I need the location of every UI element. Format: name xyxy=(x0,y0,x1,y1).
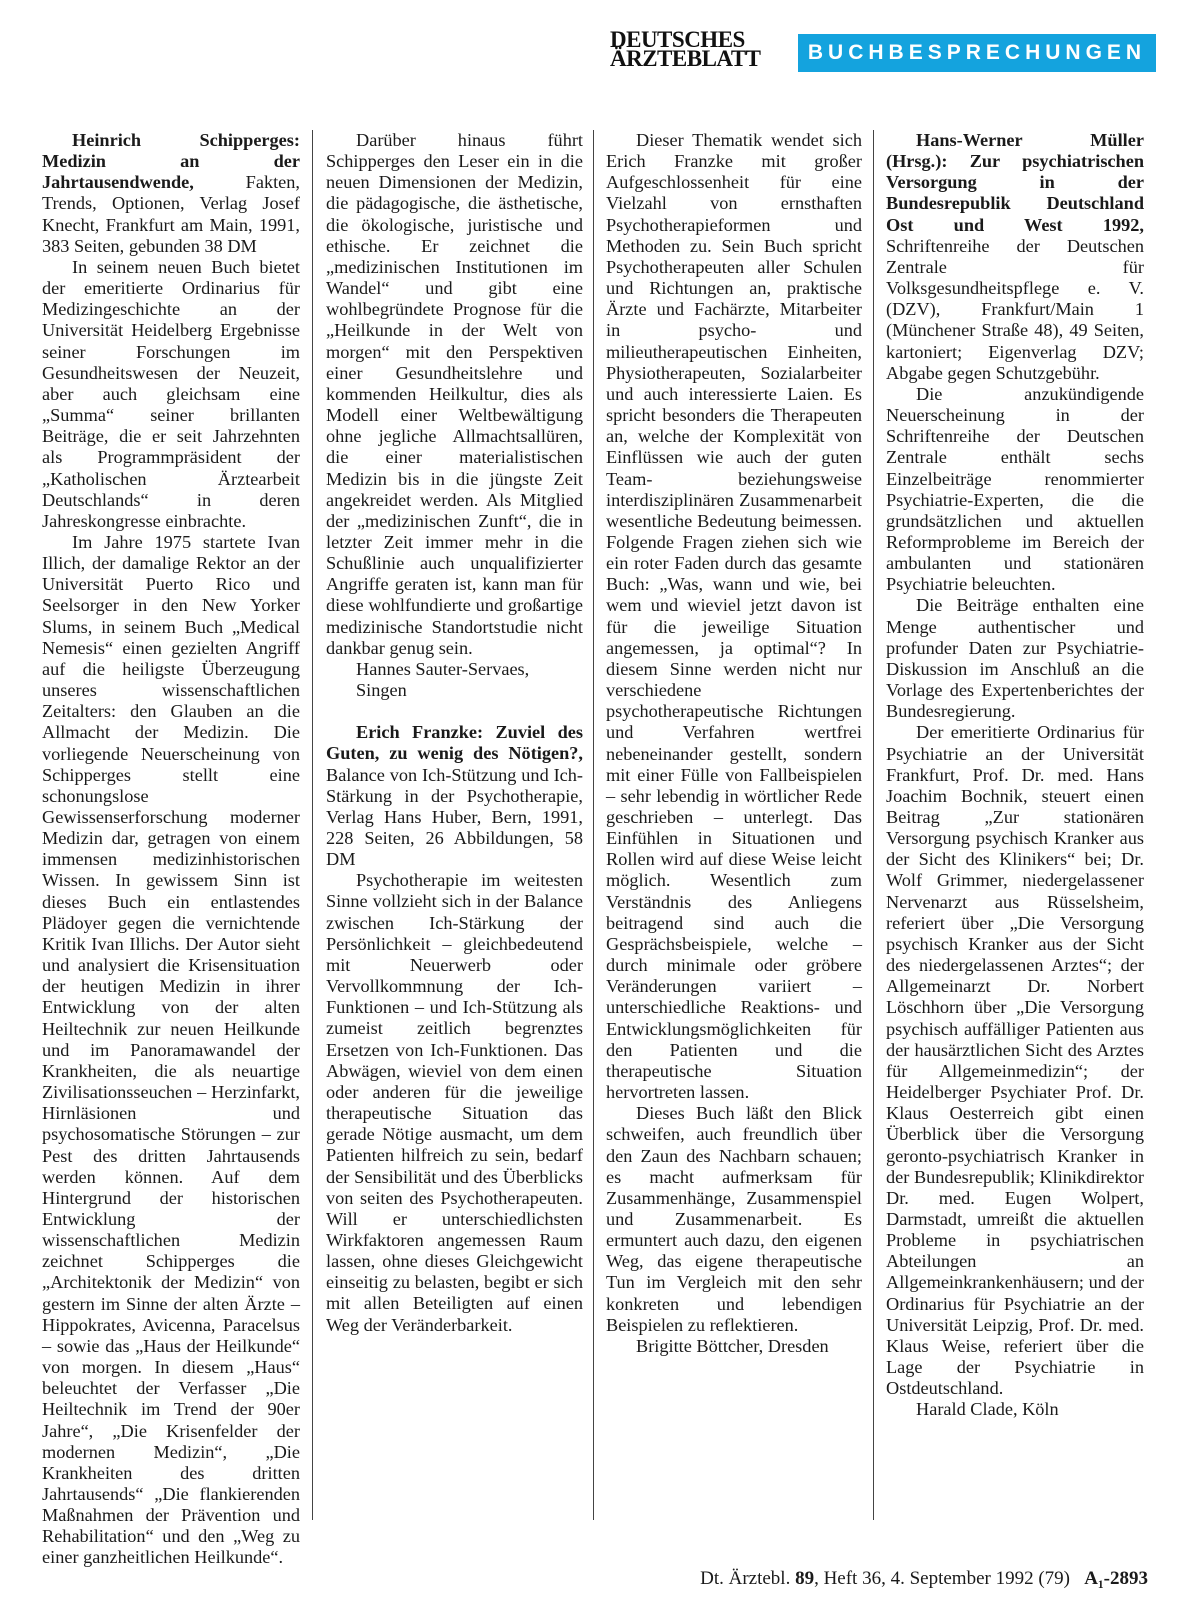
review-2-details: Balance von Ich-Stützung und Ich-Stärkung in der Psychotherapie, Verlag Hans Huber, Bern, 1991, 228 Seiten, 26 Abbildungen, 58 DM xyxy=(326,764,583,870)
review-1-heading: Heinrich Schipperges: Medizin an der Jahrtausendwende, xyxy=(42,130,300,193)
review-2-paragraph-3: Dieses Buch läßt den Blick schweifen, auch freundlich über den Zaun des Nachbarn schauen; es macht aufmerksam für Zusammenhänge, Zusammenspiel und Zusammenarbeit. Es ermuntert auch dazu, den eigenen Weg, das eigene therapeutische Tun im Vergleich mit den sehr konkreten und lebendigen Beispielen zu reflektieren. xyxy=(606,1103,862,1335)
review-1-paragraph-2: Im Jahre 1975 startete Ivan Illich, der damalige Rektor an der Universität Puerto Rico und Seelsorger in den New Yorker Slums, in seinem Buch „Medical Nemesis“ einen gezielten Angriff auf die heiligste Überzeugung unseres wissenschaftlichen Zeitalters: den Glauben an die Allmacht der Medizin. Die vorliegende Neuerscheinung von Schipperges stellt eine schonungslose Gewissenserforschung moderner Medizin dar, getragen von einem immensen medizinhistorischen Wissen. In gewissem Sinn ist dieses Buch ein entlastendes Plädoyer gegen die vernichtende Kritik Ivan Illichs. Der Autor sieht und analysiert die Krisensituation der heutigen Medizin in ihrer Entwicklung von der alten Heiltechnik zur neuen Heilkunde und im Panoramawandel der Krankheiten, die als neuartige Zivilisationsseuchen – Herzinfarkt, Hirnläsionen und psychosomatische Störungen – zur Pest des dritten Jahrtausends werden können. Auf dem Hintergrund der historischen Entwicklung der wissenschaftlichen Medizin zeichnet Schipperges die „Architektonik der Medizin“ von gestern im Sinne der alten Ärzte – Hippokrates, Avicenna, Paracelsus – sowie das „Haus der Heilkunde“ von morgen. In diesem „Haus“ beleuchtet der Verfasser „Die Heiltechnik im Trend der 90er Jahre“, „Die Krisenfelder der modernen Medizin“, „Die Krankheiten des dritten Jahrtausends“ „Die flankierenden Maßnahmen der Prävention und Rehabilitation“ und den „Weg zu einer ganzheitlichen Heilkunde“. xyxy=(42,531,300,1568)
column-2 xyxy=(326,130,583,1336)
review-2-signature: Brigitte Böttcher, Dresden xyxy=(636,1335,829,1356)
journal-logo xyxy=(610,27,776,74)
review-3-paragraph-2: Die Beiträge enthalten eine Menge authentischer und profunder Daten zur Psychiatrie-Diskussion im Anschluß an die Vorlage des Expertenberichtes der Bundesregierung. xyxy=(886,595,1144,722)
review-2-paragraph-2: Dieser Thematik wendet sich Erich Franzke mit großer Aufgeschlossenheit für eine Vielzahl von ernsthaften Psychotherapieformen und Methoden zu. Sein Buch spricht Psychotherapeuten aller Schulen und Richtungen an, praktische Ärzte und Fachärzte, Mitarbeiter in psycho- und milieutherapeutischen Einheiten, Physiotherapeuten, Sozialarbeiter und auch interessierte Laien. Es spricht besonders die Therapeuten an, welche der Komplexität von Einflüssen wie auch der guten Team- beziehungsweise interdisziplinären Zusammenarbeit wesentliche Bedeutung beimessen. Folgende Fragen ziehen sich wie ein roter Faden durch das gesamte Buch: „Was, wann und wie, bei wem und wieviel jetzt davon ist für die jeweilige Situation angemessen, ja optimal“? In diesem Sinne werden nicht nur verschiedene psychotherapeutische Richtungen und Verfahren wertfrei nebeneinander gestellt, sondern mit einer Fülle von Fallbeispielen – sehr lebendig in wörtlicher Rede geschrieben – unterlegt. Das Einfühlen in Situationen und Rollen wird auf diese Weise leicht möglich. Wesentlich zum Verständnis des Anliegens beitragend sind auch die Gesprächsbeispiele, welche – durch minimale oder gröbere Veränderungen variiert – unterschiedliche Reaktions- und Entwicklungsmöglichkeiten für den Patienten und die therapeutische Situation hervortreten lassen. xyxy=(606,130,862,1103)
review-3-heading-block xyxy=(886,130,1144,384)
column-3 xyxy=(606,130,862,1357)
column-rule xyxy=(312,130,313,1520)
review-3-heading: Hans-Werner Müller (Hrsg.): Zur psychiatrischen Versorgung in der Bundesrepublik Deutschland Ost und West 1992, xyxy=(886,130,1144,235)
section-title: BUCHBESPRECHUNGEN xyxy=(798,34,1156,72)
footer-journal: Dt. Ärztebl. xyxy=(700,1568,791,1589)
footer-issue-date: , Heft 36, 4. September 1992 (79) xyxy=(814,1568,1070,1589)
footer-page-number: A₁-2893 xyxy=(1084,1568,1148,1589)
logo-line-1: DEUTSCHES xyxy=(610,27,745,52)
review-3-signature: Harald Clade, Köln xyxy=(916,1399,1059,1420)
review-3-details: Schriftenreihe der Deutschen Zentrale für Volksgesundheitspflege e. V. (DZV), Frankfurt/Main 1 (Münchener Straße 48), 49 Seiten, kartoniert; Eigenverlag DZV; Abgabe gegen Schutzgebühr. xyxy=(886,235,1144,383)
review-2-heading-block xyxy=(326,722,583,870)
review-1-signature-1: Hannes Sauter-Servaes, xyxy=(356,658,530,679)
page-footer xyxy=(570,1567,1148,1591)
column-rule xyxy=(593,130,594,1520)
review-1-paragraph-1: In seinem neuen Buch bietet der emeritierte Ordinarius für Medizingeschichte an der Universität Heidelberg Ergebnisse seiner Forschungen im Gesundheitswesen der Neuzeit, aber auch gleichsam eine „Summa“ seiner brillanten Beiträge, die er seit Jahrzehnten als Programmpräsident der „Katholischen Ärztearbeit Deutschlands“ in deren Jahreskongresse einbrachte. xyxy=(42,256,300,531)
column-rule xyxy=(873,130,874,1520)
review-1-details: Fakten, Trends, Optionen, Verlag Josef Knecht, Frankfurt am Main, 1991, 383 Seiten, gebunden 38 DM xyxy=(42,172,300,256)
review-1-paragraph-3: Darüber hinaus führt Schipperges den Leser ein in die neuen Dimensionen der Medizin, die pädagogische, die ästhetische, die ökologische, juristische und ethische. Er zeichnet die „medizinischen Institutionen im Wandel“ und gibt eine wohlbegründete Prognose für die „Heilkunde in der Welt von morgen“ mit den Perspektiven einer Gesundheitslehre und kommenden Heilkultur, dies als Modell einer Weltbewältigung ohne jegliche Allmachtsallüren, die einer materialistischen Medizin bis in die jüngste Zeit angekreidet werden. Als Mitglied der „medizinischen Zunft“, die in letzter Zeit immer mehr in die Schußlinie auch unqualifizierter Angriffe geraten ist, kann man für diese wohlfundierte und großartige medizinische Standortstudie nicht dankbar genug sein. xyxy=(326,130,583,658)
column-4 xyxy=(886,130,1144,1421)
review-3-paragraph-3: Der emeritierte Ordinarius für Psychiatrie an der Universität Frankfurt, Prof. Dr. med. Hans Joachim Bochnik, steuert einen Beitrag „Zur stationären Versorgung psychisch Kranker aus der Sicht des Klinikers“ bei; Dr. Wolf Grimmer, niedergelassener Nervenarzt aus Rüsselsheim, referiert über „Die Versorgung psychisch Kranker aus der Sicht des niedergelassenen Arztes“; der Allgemeinarzt Dr. Norbert Löschhorn über „Die Versorgung psychisch auffälliger Patienten aus der hausärztlichen Sicht des Arztes für Allgemeinmedizin“; der Heidelberger Psychiater Prof. Dr. Klaus Oesterreich gibt einen Überblick über die Versorgung geronto-psychiatrisch Kranker in der Bundesrepublik; Klinikdirektor Dr. med. Eugen Wolpert, Darmstadt, umreißt die aktuellen Probleme in psychiatrischen Abteilungen an Allgemeinkrankenhäusern; und der Ordinarius für Psychiatrie an der Universität Leipzig, Prof. Dr. med. Klaus Weise, referiert über die Lage der Psychiatrie in Ostdeutschland. xyxy=(886,722,1144,1399)
review-1-signature-2: Singen xyxy=(356,680,407,701)
review-2-paragraph-1: Psychotherapie im weitesten Sinne vollzieht sich in der Balance zwischen Ich-Stärkung der Persönlichkeit – gleichbedeutend mit Neuerwerb oder Vervollkommnung der Ich-Funktionen – und Ich-Stützung als zumeist zeitlich begrenztes Ersetzen von Ich-Funktionen. Das Abwägen, wieviel von dem einen oder anderen für die jeweilige therapeutische Situation das gerade Nötige ausmacht, um dem Patienten hilfreich zu sein, bedarf der Sensibilität und des Überblicks von seiten des Psychotherapeuten. Will er unterschiedlichsten Wirkfaktoren angemessen Raum lassen, ohne dieses Gleichgewicht einseitig zu belasten, begibt er sich mit allen Beteiligten auf einen Weg der Veränderbarkeit. xyxy=(326,870,583,1335)
review-1-heading-block xyxy=(42,130,300,257)
review-2-heading: Erich Franzke: Zuviel des Guten, zu wenig des Nötigen?, xyxy=(326,722,583,764)
footer-volume: 89 xyxy=(795,1568,815,1589)
review-3-paragraph-1: Die anzukündigende Neuerscheinung in der Schriftenreihe der Deutschen Zentrale enthält sechs Einzelbeiträge renommierter Psychiatrie-Experten, die die grundsätzlichen und aktuellen Reformprobleme im Bereich der ambulanten und stationären Psychiatrie beleuchten. xyxy=(886,383,1144,595)
masthead xyxy=(610,27,1158,74)
logo-line-2: ÄRZTEBLATT xyxy=(610,46,761,71)
section-band xyxy=(792,34,1158,72)
column-1 xyxy=(42,130,300,1569)
